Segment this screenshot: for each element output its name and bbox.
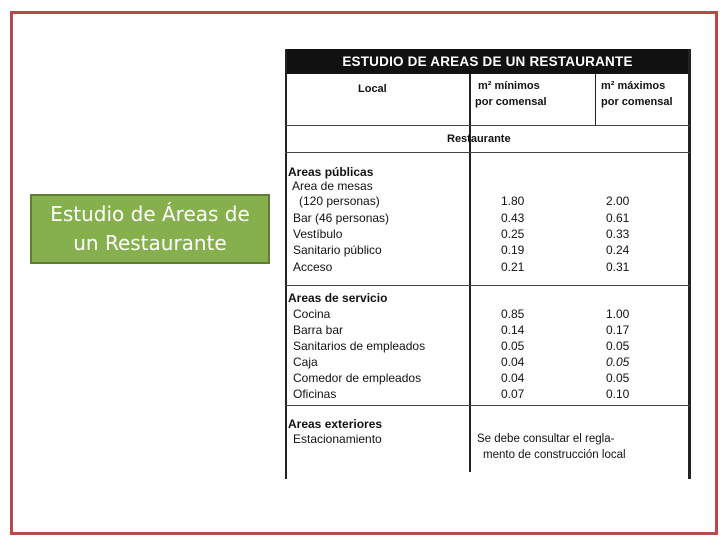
note-line2: mento de construcción local [483, 449, 626, 461]
row-max: 0.33 [606, 227, 630, 241]
slide-title-line1: Estudio de Áreas de [50, 202, 250, 226]
row-max: 0.31 [606, 260, 630, 274]
row-name: Barra bar [293, 323, 344, 337]
group-heading-exteriores: Areas exteriores [288, 417, 383, 431]
row-name: Cocina [293, 307, 331, 321]
row-min: 0.19 [501, 243, 525, 257]
table-right-border [688, 49, 691, 479]
section-title: Restaurante [447, 133, 511, 145]
row-min: 0.07 [501, 387, 525, 401]
group-rule-1 [285, 285, 690, 286]
column-header-local: Local [358, 83, 387, 95]
scanned-table [283, 49, 695, 479]
group-heading-publicas: Areas públicas [288, 165, 374, 179]
row-min: 0.43 [501, 211, 525, 225]
row-min: 0.25 [501, 227, 525, 241]
row-min: 0.05 [501, 339, 525, 353]
row-max: 0.05 [606, 371, 630, 385]
column-header-min-line2: por comensal [475, 96, 547, 108]
row-name: Sanitario público [293, 243, 382, 257]
row-name: Acceso [293, 260, 333, 274]
column-header-min-line1: m² mínimos [478, 80, 540, 92]
table-left-border [285, 49, 287, 479]
row-name: Caja [293, 355, 318, 369]
row-max: 0.61 [606, 211, 630, 225]
row-name: Sanitarios de empleados [293, 339, 426, 353]
row-name: Vestíbulo [293, 227, 343, 241]
row-min: 0.85 [501, 307, 525, 321]
slide-title-box [30, 194, 270, 264]
row-name: Estacionamiento [293, 432, 382, 446]
row-max: 0.17 [606, 323, 630, 337]
table-title: ESTUDIO DE AREAS DE UN RESTAURANTE [285, 49, 690, 74]
row-min: 0.14 [501, 323, 525, 337]
row-min: 1.80 [501, 194, 525, 208]
note-line1: Se debe consultar el regla- [477, 433, 615, 445]
row-min: 0.04 [501, 371, 525, 385]
row-min: 0.21 [501, 260, 525, 274]
row-name: Oficinas [293, 387, 337, 401]
row-name: Bar (46 personas) [293, 211, 390, 225]
row-max: 1.00 [606, 307, 630, 321]
column-header-max-line2: por comensal [601, 96, 673, 108]
column-header-max-line1: m² máximos [601, 80, 666, 92]
row-min: 0.04 [501, 355, 525, 369]
row-name: Area de mesas [292, 179, 373, 193]
column-divider-min [595, 74, 596, 126]
section-rule [285, 152, 690, 153]
row-name: Comedor de empleados [293, 371, 422, 385]
group-heading-servicio: Areas de servicio [288, 291, 388, 305]
row-max: 0.10 [606, 387, 630, 401]
row-name: (120 personas) [299, 194, 380, 208]
group-rule-2 [285, 405, 690, 406]
row-max: 0.05 [606, 339, 630, 353]
row-max: 2.00 [606, 194, 630, 208]
row-max: 0.24 [606, 243, 630, 257]
row-max: 0.05 [606, 355, 630, 369]
slide-title-line2: un Restaurante [73, 231, 227, 255]
header-rule [285, 125, 690, 126]
